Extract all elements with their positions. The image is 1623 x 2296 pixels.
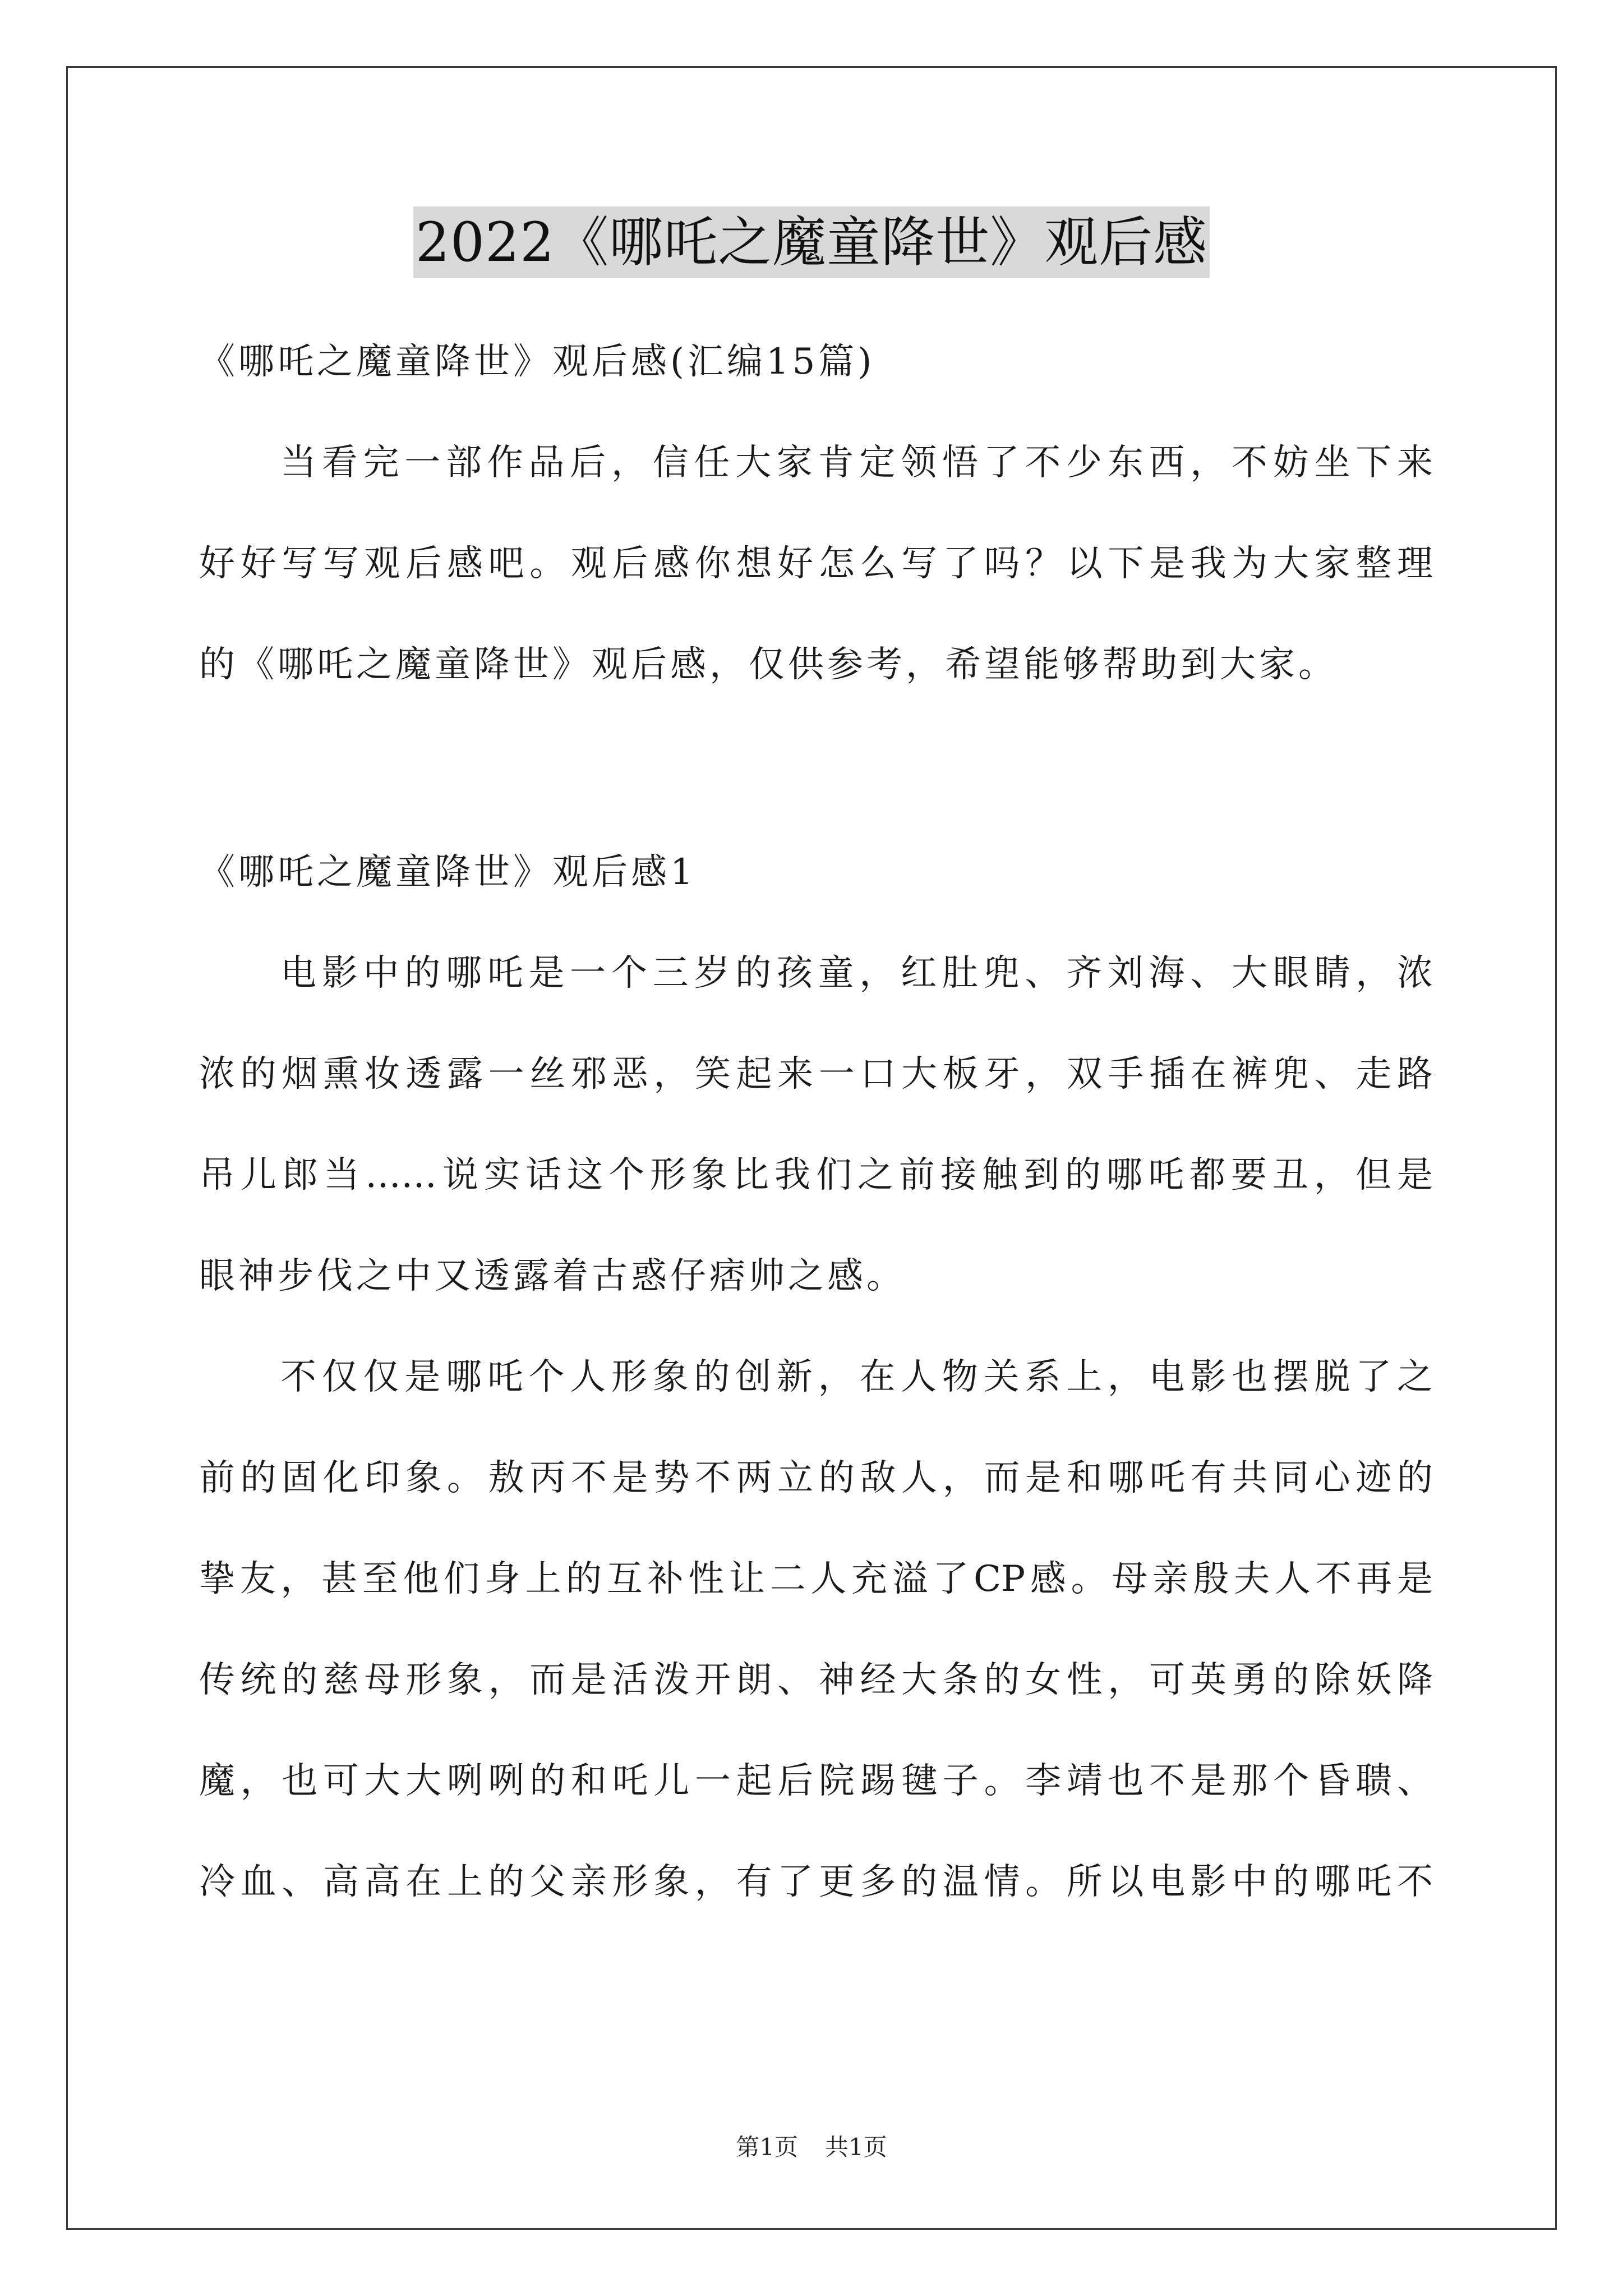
- document-subtitle: 《哪吒之魔童降世》观后感(汇编15篇): [199, 341, 875, 383]
- paragraph-line: 不仅仅是哪吒个人形象的创新，在人物关系上，电影也摆脱了之: [280, 1356, 1433, 1398]
- page-number: 第1页: [736, 2133, 798, 2161]
- section-gap: [199, 715, 1433, 822]
- document-title: 2022《哪吒之魔童降世》观后感: [413, 206, 1210, 278]
- intro-line: 当看完一部作品后，信任大家肯定领悟了不少东西，不妨坐下来: [280, 442, 1433, 484]
- section-heading: 《哪吒之魔童降世》观后感1: [199, 852, 697, 893]
- paragraph-line: 浓的烟熏妆透露一丝邪恶，笑起来一口大板牙，双手插在裤兜、走路: [199, 1053, 1433, 1095]
- paragraph-line: 魔，也可大大咧咧的和吒儿一起后院踢毽子。李靖也不是那个昏聩、: [199, 1760, 1433, 1802]
- paragraph-line: 挚友，甚至他们身上的互补性让二人充溢了CP感。母亲殷夫人不再是: [199, 1558, 1433, 1600]
- paragraph-line: 冷血、高高在上的父亲形象，有了更多的温情。所以电影中的哪吒不: [199, 1861, 1433, 1903]
- paragraph-line: 传统的慈母形象，而是活泼开朗、神经大条的女性，可英勇的除妖降: [199, 1659, 1433, 1701]
- paragraph-line: 吊儿郎当……说实话这个形象比我们之前接触到的哪吒都要丑，但是: [199, 1154, 1433, 1196]
- paragraph-line: 前的固化印象。敖丙不是势不两立的敌人，而是和哪吒有共同心迹的: [199, 1457, 1433, 1499]
- intro-line: 的《哪吒之魔童降世》观后感，仅供参考，希望能够帮助到大家。: [199, 644, 1338, 685]
- page-footer: [0, 2132, 1623, 2163]
- page-total: 共1页: [825, 2133, 887, 2161]
- paragraph-line: 电影中的哪吒是一个三岁的孩童，红肚兜、齐刘海、大眼睛，浓: [280, 953, 1433, 994]
- document-body: [199, 311, 1433, 1932]
- intro-line: 好好写写观后感吧。观后感你想好怎么写了吗？以下是我为大家整理: [199, 543, 1433, 585]
- title-container: [0, 206, 1623, 278]
- paragraph-line: 眼神步伐之中又透露着古惑仔痞帅之感。: [199, 1255, 906, 1297]
